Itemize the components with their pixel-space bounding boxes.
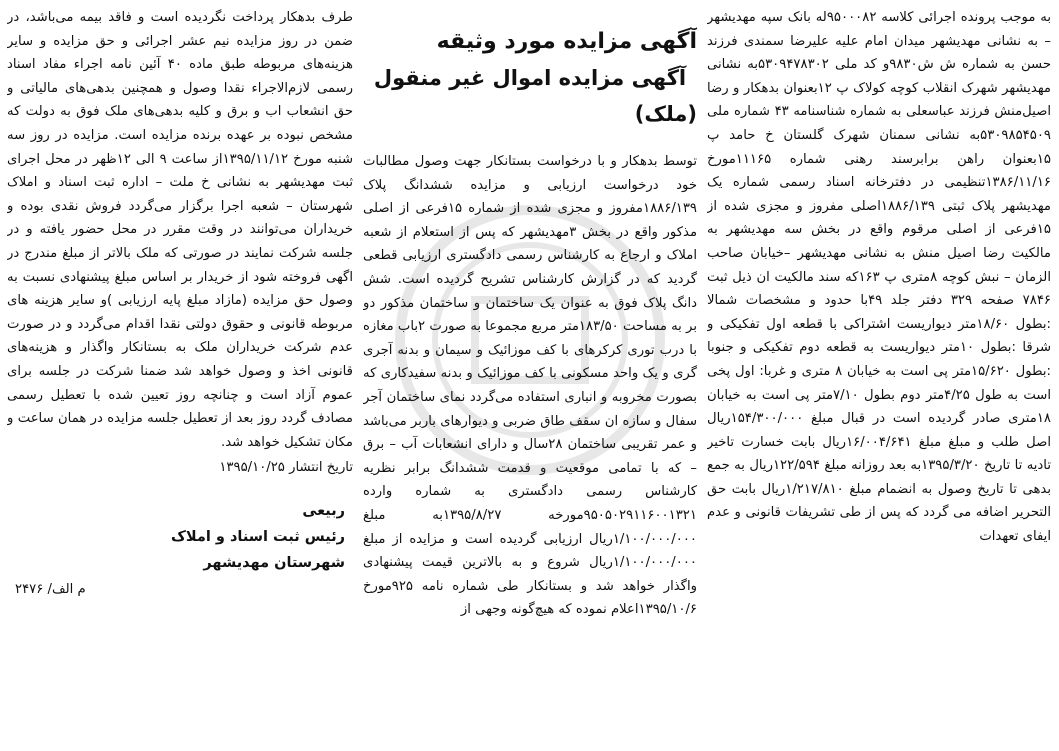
notice-title: آگهی مزایده مورد وثیقه xyxy=(436,29,697,54)
reference-number: م الف/ ۲۴۷۶ xyxy=(15,581,86,597)
middle-column-text: توسط بدهکار و با درخواست بستانکار جهت وصول مطالبات خود درخواست ارزیابی و مزایده ششدانگ پلاک ۱۸۸۶/۱۳۹مفروز و مجزی شده از شماره ۱۵فرعی از اصلی مذکور واقع در بخش ۳مهدیشهر که پس از استعلام از شعبه املاک و ارجاع به کارشناس رسمی دادگستری ارزیابی قطعی گردید که در گزارش کارشناس تشریح گردیده است. شش دانگ پلاک فوق به عنوان یک ساختمان و ساختمان مذکور دو بر به مساحت ۱۸۳/۵۰متر مربع مجموعا به صورت ۲باب مغازه با درب توری کرکرهای با کف موزائیک و سیمان و بدنه آجری گری و یک واحد مسکونی با کف موزائیک و بدنه سفیدکاری که بصورت مخروبه و انباری استفاده می‌گردد نمای ساختمان آجر سفال و سازه ان سقف طاق ضربی و دیوارهای باربر می‌باشد و عمر تقریبی ساختمان ۲۸سال و دارای انشعابات آب – برق – که با تمامی موقعیت و قدمت ششدانگ برابر نظریه کارشناس رسمی دادگستری به شماره وارده ۹۵۰۵۰۲۹۱۱۶۰۰۱۳۲۱مورخه ۱۳۹۵/۸/۲۷به مبلغ ۱/۱۰۰/۰۰۰/۰۰۰ریال ارزیابی گردیده است و مزایده از مبلغ ۱/۱۰۰/۰۰۰/۰۰۰ریال شروع و به بالاترین قیمت پیشنهادی واگذار خواهد شد و بستانکار طی شماره نامه ۹۲۵مورخ ۱۳۹۵/۱۰/۶اعلام نموده که هیچ‌گونه وجهی از xyxy=(363,154,697,618)
signatory-office: شهرستان مهدیشهر xyxy=(203,554,345,571)
left-column-text: طرف بدهکار پرداخت نگردیده است و فاقد بیمه می‌باشد، در ضمن در روز مزایده نیم عشر اجرائی و حق مزایده و سایر هزینه‌های مربوطه طبق ماده ۴۰ آئین نامه اجراء مفاد اسناد رسمی لازم‌الاجراء نقدا وصول و همچنین بدهی‌های مالیاتی و حق انشعاب اب و برق و کلیه بدهی‌های ملک فوق به دولت که مشخص نبوده بر عهده برنده مزایده است. مزایده در روز سه شنبه مورخ ۱۳۹۵/۱۱/۱۲از ساعت ۹ الی ۱۲ظهر در محل اجرای ثبت مهدیشهر به نشانی خ ملت – اداره ثبت اسناد و املاک شهرستان – شعبه اجرا برگزار می‌گردد فروش نقدی بوده و خریداران می‌توانند در وقت مقرر در محل حضور یافته و در جلسه شرکت نمایند در صورتی که ملک بالاتر از مبلغ مندرج در اگهی فروخته شود از خریدار بر اساس مبلغ پیشنهادی نسبت به وصول حق مزایده (مازاد مبلغ پایه ارزیابی )و سایر هزینه های مربوطه قانونی و حقوق دولتی نقدا اقدام می‌گردد و در صورت عدم شرکت خریداران ملک به بستانکار واگذار و هزینه‌های قانونی اخذ و وصول خواهد شد ضمنا شرکت در جلسه برای عموم آزاد است و چنانچه روز تعیین شده با تعطیل رسمی مصادف گردد روز بعد از تعطیل جلسه مزایده در همان ساعت و مکان تشکیل خواهد شد. xyxy=(7,10,353,450)
left-column xyxy=(7,6,353,745)
middle-column xyxy=(363,6,697,745)
right-column xyxy=(707,6,1051,745)
signatory-name: ربیعی xyxy=(302,502,345,519)
right-column-text: به موجب پرونده اجرائی کلاسه ۹۵۰۰۰۸۲له بانک سپه مهدیشهر – به نشانی مهدیشهر میدان امام علیه علیرضا سمندی فرزند حسن به شماره ش ش۹۸۳۰و کد ملی ۵۳۰۹۴۷۸۳۰۲به نشانی مهدیشهر شهرک انقلاب کوچه کولاک پ ۱۲بعنوان بدهکار و رضا اصیل‌منش فرزند عباسعلی به شماره شناسنامه ۴۳ شماره ملی ۵۳۰۹۸۵۴۵۰۹به نشانی سمنان شهرک گلستان خ حامد پ ۱۵بعنوان راهن برابرسند رهنی شماره ۱۱۱۶۵مورخ ۱۳۸۶/۱۱/۱۶تنظیمی در دفترخانه اسناد رسمی شماره یک مهدیشهر پلاک ثبتی ۱۸۸۶/۱۳۹اصلی مفروز و مجزی شده از ۱۵فرعی از اصلی مرقوم واقع در بخش سه مهدیشهر به مالکیت رضا اصیل منش به نشانی مهدیشهر –خیابان صاحب الزمان – نبش کوچه ۸متری پ ۱۶۳که سند مالکیت ان ذیل ثبت ۷۸۴۶ صفحه ۳۲۹ دفتر جلد ۴۹با حدود و مشخصات شمالا :بطول ۱۸/۶۰متر دیواریست اشتراکی با قطعه اول تفکیکی و شرقا :بطول ۱۰متر دیواریست به قطعه دوم تفکیکی و جنوبا :بطول ۱۵/۶۲۰متر پی است به خیابان ۸ متری و غربا: اول پخی است به طول ۴/۲۵متر دوم بطول ۷/۱۰متر پی است به خیابان ۱۸متری صادر گردیده است در قبال مبلغ ۱۵۴/۳۰۰/۰۰۰ریال اصل طلب و مبلغ مبلغ ۱۶/۰۰۴/۶۴۱ریال بابت خسارت تاخیر تادیه تا تاریخ ۱۳۹۵/۳/۲۰به بعد روزانه مبلغ ۱۲۲/۵۹۴ریال به جمع بدهی تا تاریخ وصول به انضمام مبلغ ۱/۲۱۷/۸۱۰ریال بابت حق التحریر اضافه می گردد که پس از طی تشریفات قانونی و عدم ایفای تعهدات xyxy=(707,10,1051,545)
notice-subtitle: آگهی مزایده اموال غیر منقول (ملک) xyxy=(373,66,697,126)
signatory-title: رئیس ثبت اسناد و املاک xyxy=(171,528,345,545)
publication-date: تاریخ انتشار ۱۳۹۵/۱۰/۲۵ xyxy=(219,460,353,476)
